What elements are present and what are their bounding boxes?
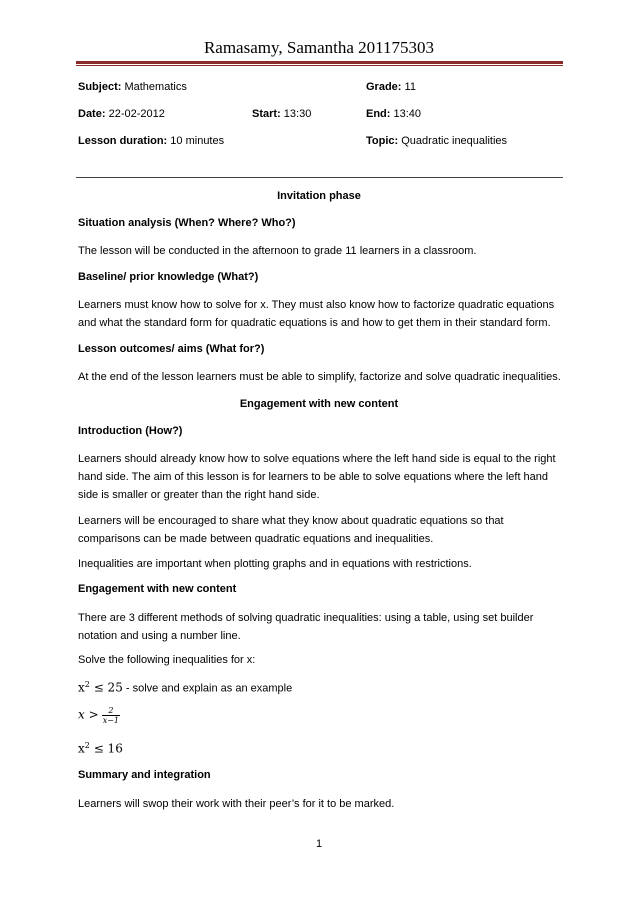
engagement-center-heading: Engagement with new content (239, 398, 399, 410)
encourage-text: Learners will be encouraged to share what they know about quadratic equations so that comparisons can be made between quadratic equations and inequalities. (78, 515, 504, 545)
eq2-numerator: 2 (102, 706, 120, 716)
solve-text: Solve the following inequalities for x: (78, 654, 256, 666)
grade-field (366, 81, 416, 93)
eq1-exponent: 2 (84, 680, 90, 689)
subject-label: Subject: (78, 81, 122, 93)
end-value: 13:40 (393, 108, 422, 120)
eq2-fraction (102, 706, 120, 725)
inequality-3 (78, 741, 123, 756)
header-rule-thick (76, 61, 563, 64)
header-rule-thin (76, 65, 563, 66)
baseline-text: Learners must know how to solve for x. They must also know how to factorize quadratic equations and what the standard form for quadratic equations is and how to get them in their standard form. (78, 299, 555, 329)
date-value: 22-02-2012 (108, 108, 165, 120)
engagement-heading: Engagement with new content (78, 583, 237, 595)
invitation-heading: Invitation phase (277, 190, 361, 202)
baseline-heading: Baseline/ prior knowledge (What?) (78, 271, 259, 283)
subject-value: Mathematics (124, 81, 187, 93)
inequality-2 (78, 706, 120, 725)
date-label: Date: (78, 108, 106, 120)
start-field (252, 108, 311, 120)
eq3-lhs: x (78, 741, 85, 756)
end-label: End: (366, 108, 391, 120)
topic-label: Topic: (366, 135, 399, 147)
subject-field (78, 81, 187, 93)
inequality-1 (78, 680, 292, 695)
outcomes-heading: Lesson outcomes/ aims (What for?) (78, 343, 265, 355)
situation-heading: Situation analysis (When? Where? Who?) (78, 217, 296, 229)
topic-value: Quadratic inequalities (401, 135, 508, 147)
summary-text: Learners will swop their work with their peer’s for it to be marked. (78, 798, 395, 810)
eq2-lhs: x > (78, 707, 99, 722)
duration-value: 10 minutes (170, 135, 225, 147)
methods-text: There are 3 different methods of solving quadratic inequalities: using a table, using set builder notation and using a number line. (78, 612, 534, 642)
end-field (366, 108, 421, 120)
eq1-rhs: ≤ 25 (89, 680, 123, 695)
duration-label: Lesson duration: (78, 135, 168, 147)
eq1-note: - solve and explain as an example (122, 682, 293, 695)
intro-heading: Introduction (How?) (78, 425, 183, 437)
eq3-rhs: ≤ 16 (89, 741, 123, 756)
eq3-exponent: 2 (84, 741, 90, 750)
grade-label: Grade: (366, 81, 402, 93)
eq2-denominator: x−1 (102, 716, 120, 725)
importance-text: Inequalities are important when plotting graphs and in equations with restrictions. (78, 558, 472, 570)
outcomes-text: At the end of the lesson learners must be able to simplify, factorize and solve quadratic inequalities. (78, 371, 561, 383)
summary-heading: Summary and integration (78, 769, 211, 781)
grade-value: 11 (404, 81, 416, 93)
duration-field (78, 135, 224, 147)
page-number: 1 (315, 838, 323, 850)
eq1-lhs: x (78, 680, 85, 695)
date-field (78, 108, 165, 120)
situation-text: The lesson will be conducted in the afternoon to grade 11 learners in a classroom. (78, 245, 477, 257)
topic-field (366, 135, 507, 147)
page-header-title: Ramasamy, Samantha 201175303 (203, 38, 435, 57)
section-divider (76, 177, 563, 178)
intro-text: Learners should already know how to solve equations where the left hand side is equal to the right hand side. The aim of this lesson is for learners to be able to solve equations where the left hand side is smaller or greater than the right hand side. (78, 453, 556, 501)
start-value: 13:30 (283, 108, 312, 120)
start-label: Start: (252, 108, 281, 120)
